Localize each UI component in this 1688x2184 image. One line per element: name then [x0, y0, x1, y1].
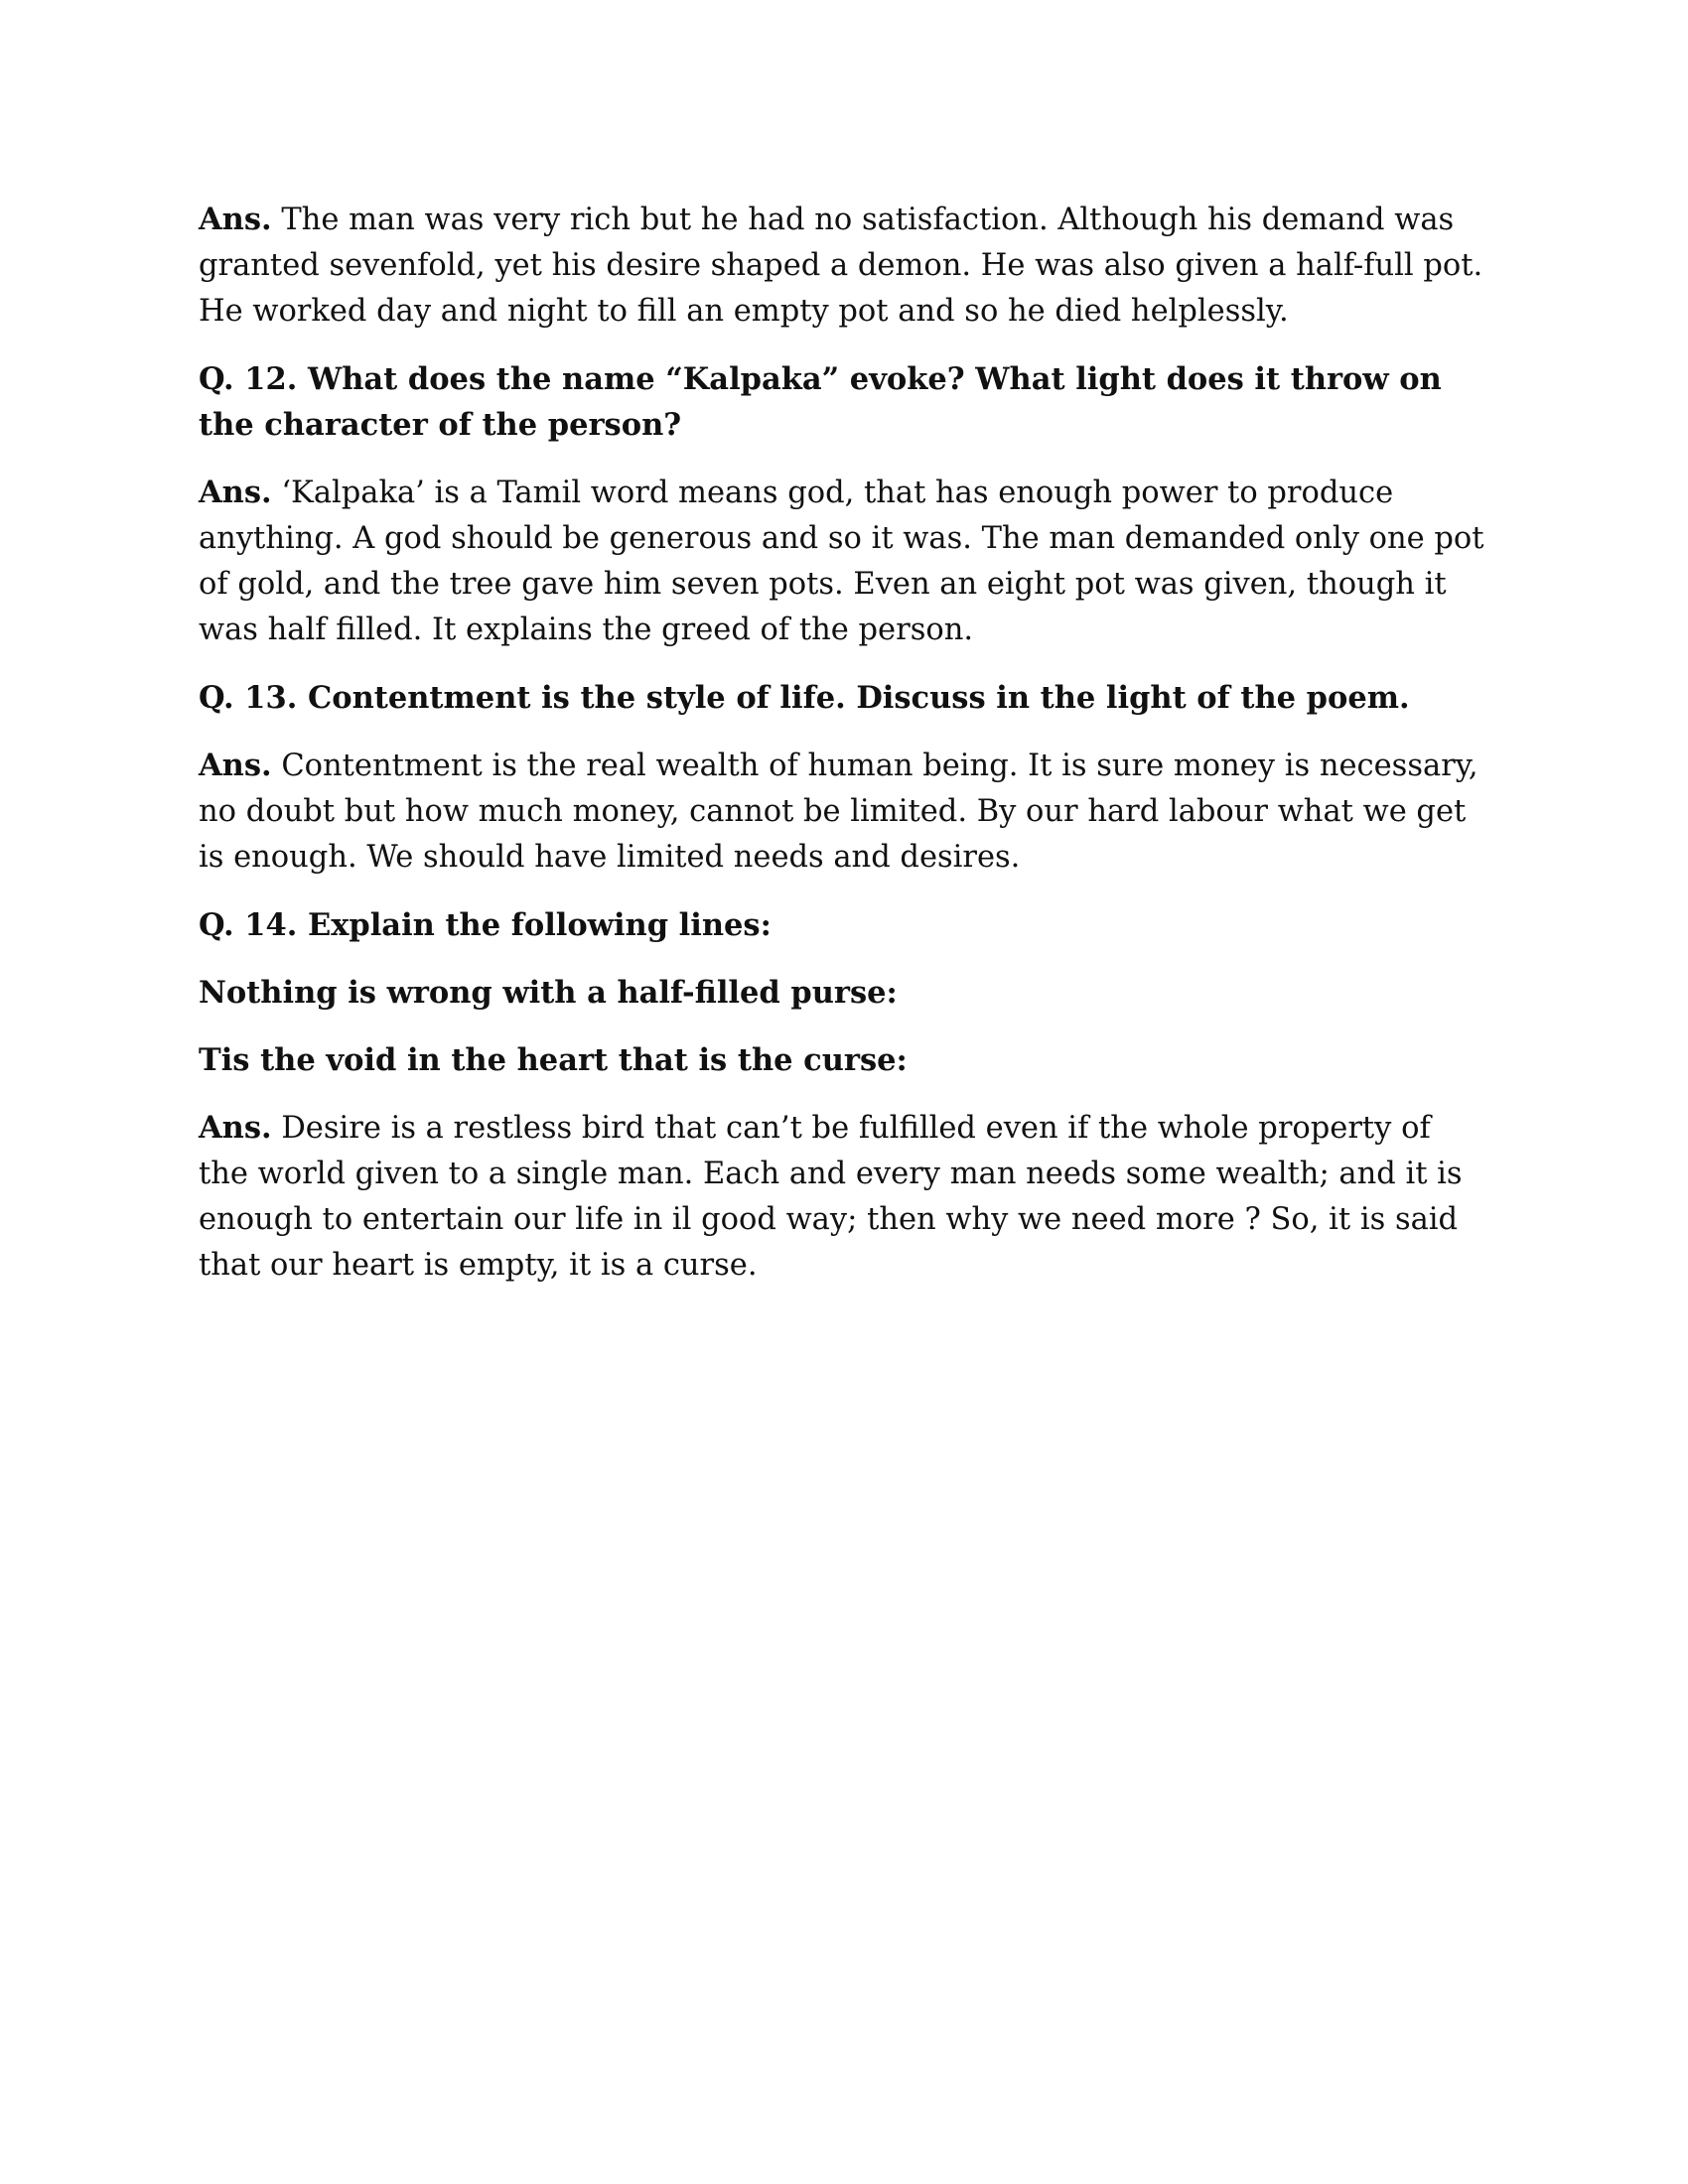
answer-paragraph-11 [199, 197, 1489, 335]
answer-paragraph-12 [199, 470, 1489, 653]
answer-text: ‘Kalpaka’ is a Tamil word means god, that has enough power to produce anything. A god should be generous and so it was. The man demanded only one pot of gold, and the tree gave him seven pots. Even an eight pot was given, though it was half filled. It explains the greed of the person. [199, 476, 1484, 647]
quoted-line-1: Nothing is wrong with a half-filled purse: [199, 975, 898, 1011]
document-page [199, 197, 1489, 1310]
answer-label: Ans. [199, 748, 272, 783]
answer-text: Desire is a restless bird that can’t be fulfilled even if the whole property of the world given to a single man. Each and every man needs some wealth; and it is enough to entertain our life in il good way; then why we need more ? So, it is said that our heart is empty, it is a curse. [199, 1111, 1463, 1283]
answer-label: Ans. [199, 1110, 272, 1146]
quoted-line-2: Tis the void in the heart that is the curse: [199, 1042, 908, 1078]
answer-paragraph-13 [199, 743, 1489, 881]
answer-paragraph-14 [199, 1105, 1489, 1289]
answer-text: The man was very rich but he had no satisfaction. Although his demand was granted sevenfold, yet his desire shaped a demon. He was also given a half-full pot. He worked day and night to fill an empty pot and so he died helplessly. [199, 203, 1483, 329]
question-12: Q. 12. What does the name “Kalpaka” evoke? What light does it throw on the character of the person? [199, 361, 1442, 443]
answer-text: Contentment is the real wealth of human being. It is sure money is necessary, no doubt but how much money, cannot be limited. By our hard labour what we get is enough. We should have limited needs and desires. [199, 749, 1478, 875]
answer-label: Ans. [199, 202, 272, 237]
question-14: Q. 14. Explain the following lines: [199, 907, 772, 943]
answer-label: Ans. [199, 475, 272, 510]
question-13: Q. 13. Contentment is the style of life. Discuss in the light of the poem. [199, 680, 1410, 716]
